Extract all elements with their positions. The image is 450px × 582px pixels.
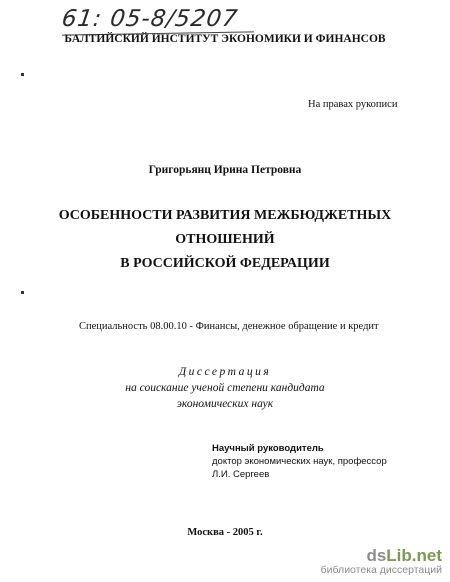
- title-line: В РОССИЙСКОЙ ФЕДЕРАЦИИ: [120, 256, 330, 271]
- author-name: Григорьянц Ирина Петровна: [148, 164, 302, 176]
- dslib-watermark[interactable]: [321, 546, 442, 576]
- handwritten-archive-number: 61: 05-8/5207: [60, 6, 240, 32]
- scan-speck: [21, 291, 24, 294]
- dslib-logo: dsLib.net: [366, 546, 442, 565]
- advisor-name: Л.И. Сергеев: [212, 469, 270, 480]
- institute-name: БАЛТИЙСКИЙ ИНСТИТУТ ЭКОНОМИКИ И ФИНАНСОВ: [64, 33, 386, 45]
- dissertation-degree-line: на соискание ученой степени кандидата: [125, 382, 325, 394]
- city-year: Москва - 2005 г.: [187, 527, 263, 538]
- advisor-degree: доктор экономических наук, профессор: [212, 456, 387, 467]
- specialty: Специальность 08.00.10 - Финансы, денежное обращение и кредит: [79, 321, 379, 332]
- scan-speck: [21, 73, 24, 76]
- title-line: ОТНОШЕНИЙ: [175, 232, 275, 247]
- dissertation-label: Диссертация: [178, 366, 272, 378]
- dissertation-degree-line: экономических наук: [176, 398, 274, 410]
- title-line: ОСОБЕННОСТИ РАЗВИТИЯ МЕЖБЮДЖЕТНЫХ: [58, 208, 392, 223]
- rights-note: На правах рукописи: [308, 99, 398, 110]
- advisor-heading: Научный руководитель: [212, 443, 324, 454]
- watermark-subtitle: библиотека диссертаций: [320, 564, 442, 576]
